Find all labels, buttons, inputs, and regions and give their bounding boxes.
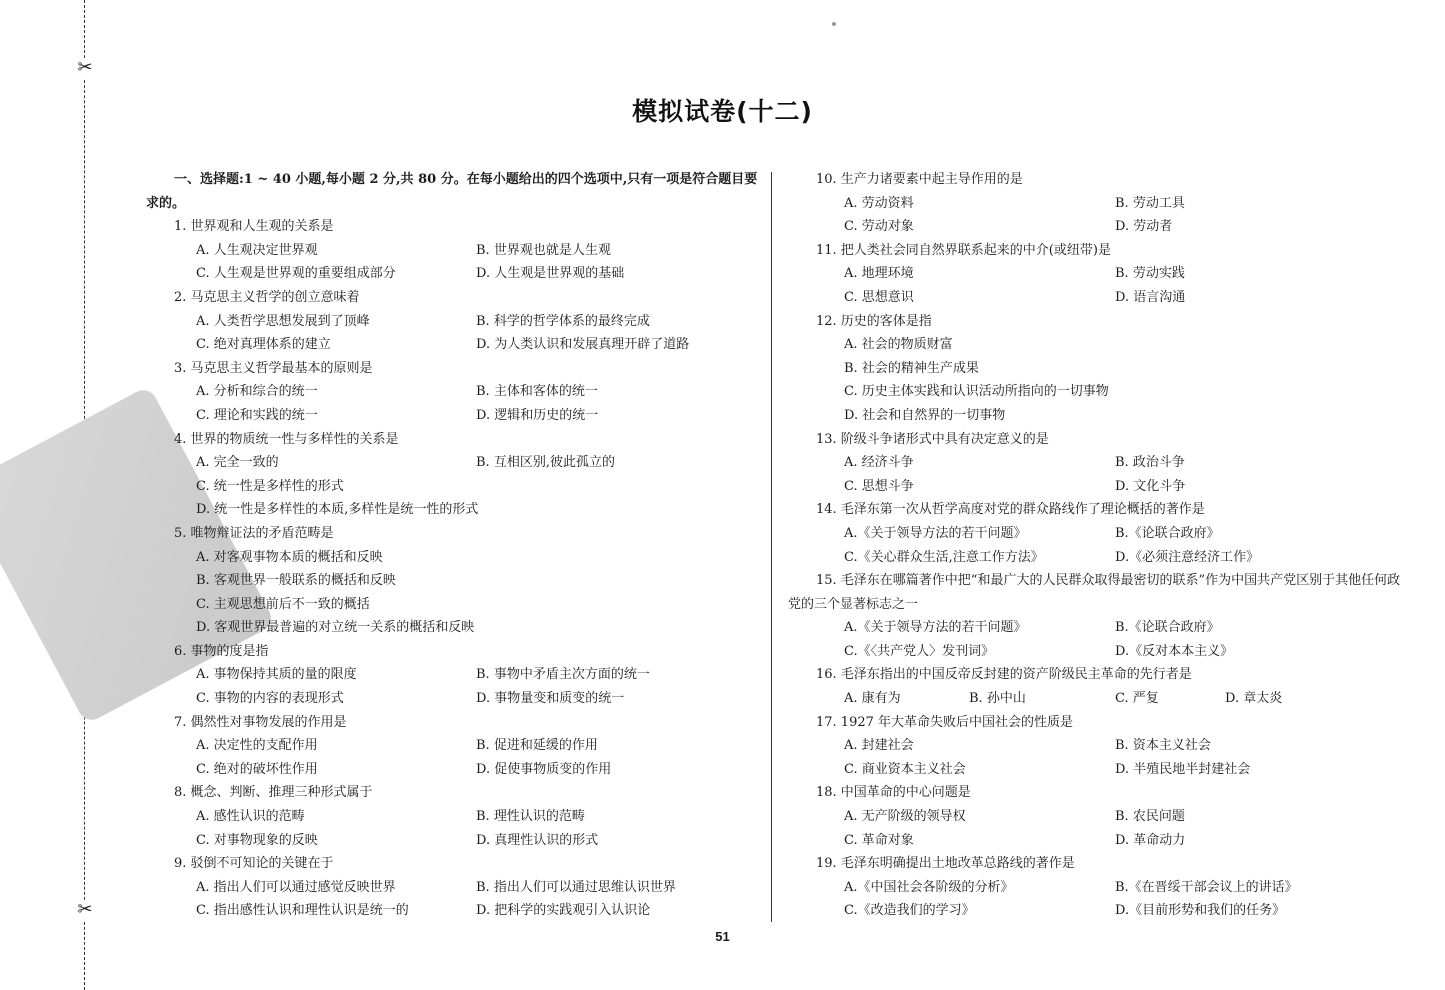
option-row bbox=[788, 758, 1403, 782]
option-row bbox=[788, 215, 1403, 239]
option-c: C. 严复 bbox=[1115, 691, 1159, 707]
option-b: B.《论联合政府》 bbox=[1115, 620, 1220, 636]
option-b: B. 农民问题 bbox=[1115, 809, 1185, 825]
question-stem: 8. 概念、判断、推理三种形式属于 bbox=[174, 785, 373, 801]
option-b: B.《在晋绥干部会议上的讲话》 bbox=[1115, 879, 1298, 895]
option-a: A. 劳动资料 bbox=[844, 195, 914, 211]
scissors-icon: ✂ bbox=[75, 58, 95, 78]
option-a: A. 无产阶级的领导权 bbox=[844, 809, 966, 825]
option-row bbox=[146, 380, 758, 404]
option-d: D.《必须注意经济工作》 bbox=[1115, 549, 1260, 565]
option-row bbox=[788, 899, 1403, 923]
option-b: B. 劳动实践 bbox=[1115, 266, 1185, 282]
question-stem: 14. 毛泽东第一次从哲学高度对党的群众路线作了理论概括的著作是 bbox=[816, 502, 1205, 518]
question-stem: 5. 唯物辩证法的矛盾范畴是 bbox=[174, 525, 334, 541]
option-c: C. 思想意识 bbox=[844, 289, 914, 305]
question-stem: 2. 马克思主义哲学的创立意味着 bbox=[174, 289, 360, 305]
option-d: D.《目前形势和我们的任务》 bbox=[1115, 903, 1286, 919]
option-c: C. 劳动对象 bbox=[844, 219, 914, 235]
option-row bbox=[788, 805, 1403, 829]
option-b: B. 理性认识的范畴 bbox=[476, 809, 585, 825]
option-c: C. 人生观是世界观的重要组成部分 bbox=[196, 266, 396, 282]
option-d: D. 为人类认识和发展真理开辟了道路 bbox=[476, 337, 690, 353]
option-b: B.《论联合政府》 bbox=[1115, 525, 1220, 541]
option-d: D. 统一性是多样性的本质,多样性是统一性的形式 bbox=[196, 502, 479, 518]
option-a: A. 对客观事物本质的概括和反映 bbox=[196, 549, 383, 565]
option-b: B. 主体和客体的统一 bbox=[476, 384, 598, 400]
option-row bbox=[146, 876, 758, 900]
option-row bbox=[788, 262, 1403, 286]
option-a: A.《关于领导方法的若干问题》 bbox=[844, 525, 1027, 541]
option-a: A. 决定性的支配作用 bbox=[196, 738, 318, 754]
option-d: D. 逻辑和历史的统一 bbox=[476, 407, 599, 423]
option-c: C.《〈共产党人〉发刊词》 bbox=[844, 643, 995, 659]
option-c: C. 商业资本主义社会 bbox=[844, 761, 966, 777]
option-c: C.《关心群众生活,注意工作方法》 bbox=[844, 549, 1044, 565]
option-row bbox=[788, 451, 1403, 475]
scissors-icon: ✂ bbox=[75, 900, 95, 920]
option-row bbox=[146, 404, 758, 428]
option-row bbox=[788, 475, 1403, 499]
option-row bbox=[788, 522, 1403, 546]
option-row bbox=[146, 569, 758, 593]
option-a: A.《关于领导方法的若干问题》 bbox=[844, 620, 1027, 636]
option-a: A. 人类哲学思想发展到了顶峰 bbox=[196, 313, 370, 329]
option-a: A. 分析和综合的统一 bbox=[196, 384, 318, 400]
question-stem: 15. 毛泽东在哪篇著作中把“和最广大的人民群众取得最密切的联系”作为中国共产党区别于其他任何政党的三个显著标志之一 bbox=[788, 573, 1401, 612]
option-d: D. 劳动者 bbox=[1115, 219, 1173, 235]
option-c: C. 革命对象 bbox=[844, 832, 914, 848]
option-row bbox=[146, 758, 758, 782]
option-row bbox=[146, 239, 758, 263]
option-row bbox=[146, 475, 758, 499]
option-c: C. 历史主体实践和认识活动所指向的一切事物 bbox=[844, 384, 1109, 400]
page-title: 模拟试卷(十二) bbox=[632, 97, 813, 126]
option-row bbox=[146, 498, 758, 522]
option-row bbox=[146, 734, 758, 758]
left-question-list bbox=[146, 215, 758, 923]
right-question-list bbox=[788, 168, 1403, 923]
option-c: C. 理论和实践的统一 bbox=[196, 407, 318, 423]
question-stem: 18. 中国革命的中心问题是 bbox=[816, 785, 971, 801]
question-stem: 9. 驳倒不可知论的关键在于 bbox=[174, 856, 334, 872]
option-d: D. 语言沟通 bbox=[1115, 289, 1186, 305]
option-row bbox=[788, 380, 1403, 404]
option-d: D. 文化斗争 bbox=[1115, 478, 1186, 494]
option-b: B. 客观世界一般联系的概括和反映 bbox=[196, 573, 396, 589]
option-a: A.《中国社会各阶级的分析》 bbox=[844, 879, 1014, 895]
option-row bbox=[788, 876, 1403, 900]
option-row bbox=[788, 404, 1403, 428]
option-a: A. 指出人们可以通过感觉反映世界 bbox=[196, 879, 396, 895]
option-d: D. 把科学的实践观引入认识论 bbox=[476, 903, 651, 919]
option-row bbox=[788, 192, 1403, 216]
option-row bbox=[788, 829, 1403, 853]
option-row bbox=[146, 451, 758, 475]
option-c: C. 指出感性认识和理性认识是统一的 bbox=[196, 903, 409, 919]
question-stem: 17. 1927 年大革命失败后中国社会的性质是 bbox=[816, 714, 1074, 730]
option-b: B. 促进和延缓的作用 bbox=[476, 738, 598, 754]
question-stem: 12. 历史的客体是指 bbox=[816, 313, 932, 329]
option-b: B. 指出人们可以通过思维认识世界 bbox=[476, 879, 676, 895]
option-row bbox=[146, 546, 758, 570]
option-row bbox=[146, 593, 758, 617]
option-a: A. 事物保持其质的量的限度 bbox=[196, 667, 357, 683]
column-divider bbox=[771, 172, 772, 922]
option-b: B. 孙中山 bbox=[969, 691, 1026, 707]
option-d: D. 客观世界最普遍的对立统一关系的概括和反映 bbox=[196, 620, 475, 636]
question-stem: 7. 偶然性对事物发展的作用是 bbox=[174, 714, 347, 730]
option-row bbox=[788, 734, 1403, 758]
question-stem: 11. 把人类社会同自然界联系起来的中介(或纽带)是 bbox=[816, 242, 1111, 258]
option-a: A. 地理环境 bbox=[844, 266, 914, 282]
option-row bbox=[146, 616, 758, 640]
option-row bbox=[788, 286, 1403, 310]
option-row bbox=[788, 687, 1403, 711]
option-row bbox=[788, 333, 1403, 357]
option-c: C. 对事物现象的反映 bbox=[196, 832, 318, 848]
section-heading: 一、选择题:1 ~ 40 小题,每小题 2 分,共 80 分。在每小题给出的四个选项中,只有一项是符合题目要求的。 bbox=[146, 172, 758, 211]
option-c: C. 思想斗争 bbox=[844, 478, 914, 494]
option-row bbox=[146, 262, 758, 286]
option-d: D. 人生观是世界观的基础 bbox=[476, 266, 625, 282]
option-row bbox=[788, 616, 1403, 640]
question-stem: 19. 毛泽东明确提出土地改革总路线的著作是 bbox=[816, 856, 1075, 872]
option-b: B. 世界观也就是人生观 bbox=[476, 242, 611, 258]
option-b: B. 社会的精神生产成果 bbox=[844, 360, 979, 376]
option-b: B. 事物中矛盾主次方面的统一 bbox=[476, 667, 650, 683]
question-stem: 4. 世界的物质统一性与多样性的关系是 bbox=[174, 431, 399, 447]
option-row bbox=[788, 357, 1403, 381]
option-b: B. 政治斗争 bbox=[1115, 455, 1185, 471]
option-b: B. 互相区别,彼此孤立的 bbox=[476, 455, 615, 471]
option-row bbox=[146, 333, 758, 357]
right-column bbox=[788, 168, 1403, 923]
left-column bbox=[146, 168, 758, 923]
option-row bbox=[146, 310, 758, 334]
option-d: D.《反对本本主义》 bbox=[1115, 643, 1234, 659]
question-stem: 16. 毛泽东指出的中国反帝反封建的资产阶级民主革命的先行者是 bbox=[816, 667, 1192, 683]
scan-speck bbox=[832, 22, 836, 26]
option-d: D. 半殖民地半封建社会 bbox=[1115, 761, 1251, 777]
option-b: B. 劳动工具 bbox=[1115, 195, 1185, 211]
option-a: A. 人生观决定世界观 bbox=[196, 242, 318, 258]
option-a: A. 封建社会 bbox=[844, 738, 914, 754]
option-c: C.《改造我们的学习》 bbox=[844, 903, 975, 919]
question-stem: 13. 阶级斗争诸形式中具有决定意义的是 bbox=[816, 431, 1049, 447]
option-row bbox=[146, 663, 758, 687]
question-stem: 1. 世界观和人生观的关系是 bbox=[174, 219, 334, 235]
option-row bbox=[146, 899, 758, 923]
option-row bbox=[146, 805, 758, 829]
option-d: D. 章太炎 bbox=[1225, 691, 1283, 707]
option-row bbox=[788, 546, 1403, 570]
option-row bbox=[146, 829, 758, 853]
option-c: C. 绝对的破坏性作用 bbox=[196, 761, 318, 777]
question-stem: 6. 事物的度是指 bbox=[174, 643, 269, 659]
option-a: A. 社会的物质财富 bbox=[844, 337, 953, 353]
option-b: B. 资本主义社会 bbox=[1115, 738, 1211, 754]
option-a: A. 感性认识的范畴 bbox=[196, 809, 305, 825]
page-number: 51 bbox=[715, 929, 730, 944]
option-b: B. 科学的哲学体系的最终完成 bbox=[476, 313, 650, 329]
option-d: D. 促使事物质变的作用 bbox=[476, 761, 612, 777]
option-d: D. 真理性认识的形式 bbox=[476, 832, 599, 848]
question-stem: 3. 马克思主义哲学最基本的原则是 bbox=[174, 360, 373, 376]
option-d: D. 事物量变和质变的统一 bbox=[476, 691, 625, 707]
option-c: C. 绝对真理体系的建立 bbox=[196, 337, 331, 353]
option-a: A. 康有为 bbox=[844, 691, 901, 707]
option-c: C. 统一性是多样性的形式 bbox=[196, 478, 344, 494]
option-a: A. 完全一致的 bbox=[196, 455, 279, 471]
option-row bbox=[788, 640, 1403, 664]
option-d: D. 社会和自然界的一切事物 bbox=[844, 407, 1006, 423]
option-a: A. 经济斗争 bbox=[844, 455, 914, 471]
question-stem: 10. 生产力诸要素中起主导作用的是 bbox=[816, 172, 1023, 187]
option-c: C. 事物的内容的表现形式 bbox=[196, 691, 344, 707]
option-d: D. 革命动力 bbox=[1115, 832, 1186, 848]
option-row bbox=[146, 687, 758, 711]
option-c: C. 主观思想前后不一致的概括 bbox=[196, 596, 370, 612]
